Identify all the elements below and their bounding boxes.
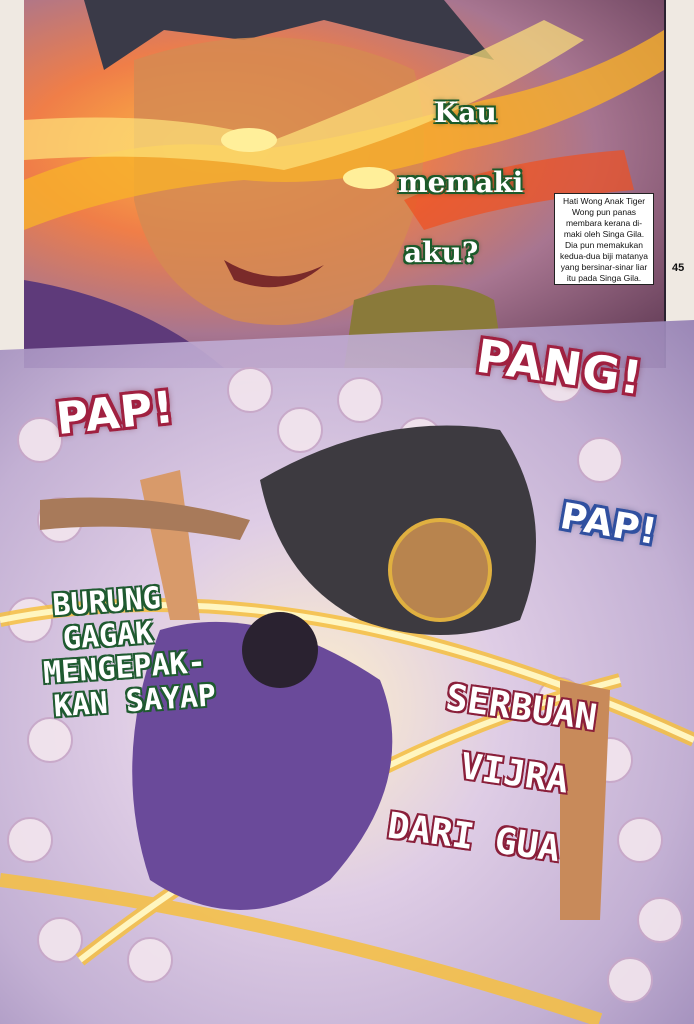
move-left-line-1: BURUNG — [51, 580, 162, 624]
angry-face-illustration — [24, 0, 664, 368]
move-left-line-2: GAGAK — [61, 615, 155, 657]
move-left-line-4: KAN SAYAP — [52, 678, 218, 725]
move-name-left — [42, 578, 218, 725]
top-panel — [24, 0, 666, 368]
sfx-pap-right: PAP! — [557, 495, 661, 554]
sfx-pang: PANG! — [473, 328, 647, 406]
move-right-line-2: VIJRA — [457, 746, 571, 802]
move-right-line-1: SERBUAN — [443, 677, 600, 740]
speech-line-2: memaki — [398, 166, 524, 199]
page-number: 45 — [672, 262, 685, 274]
narration-caption: Hati Wong Anak Tiger Wong pun panas membara kerana di-maki oleh Singa Gila. Dia pun memakukan kedua-dua biji matanya yang bersinar-sinar liar itu pada Singa Gila. — [554, 193, 654, 285]
speech-line-3: aku? — [404, 236, 479, 269]
speech-line-1: Kau — [434, 96, 497, 129]
move-name-right — [384, 677, 600, 872]
move-left-line-3: MENGEPAK- — [42, 645, 207, 692]
sfx-pap-left: PAP! — [53, 381, 177, 446]
move-right-line-3: DARI GUA — [384, 805, 563, 870]
